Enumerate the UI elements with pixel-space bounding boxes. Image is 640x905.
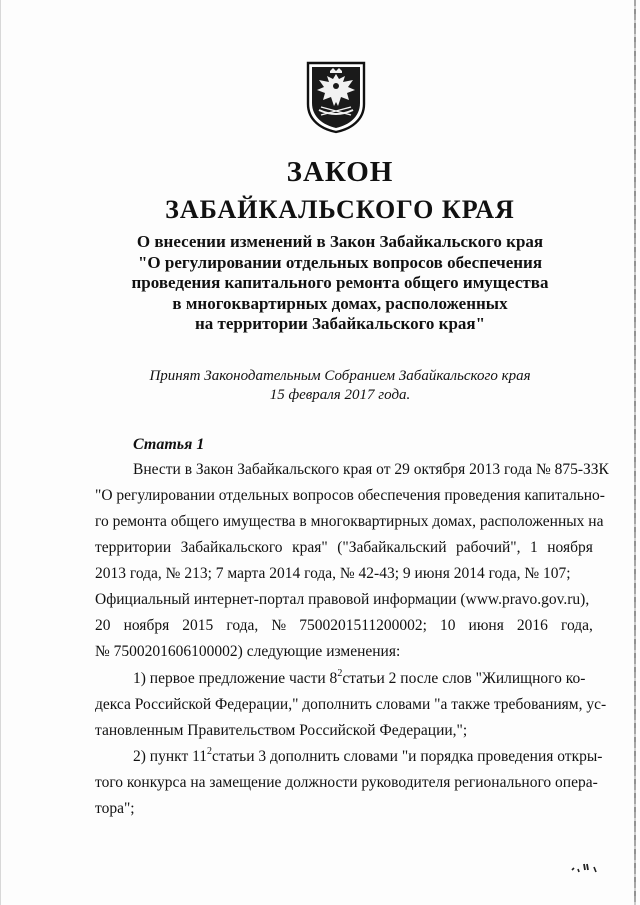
subtitle-line: на территории Забайкальского края" xyxy=(194,314,486,333)
scan-edge-right xyxy=(634,0,636,905)
text-fragment: 2) пункт $11^2статьи$ 3 дополнить словами "и порядка проведения откры- xyxy=(133,746,603,765)
subtitle-line: в многоквартирных домах, расположенных xyxy=(172,293,508,313)
text-line: территории Забайкальского края" ("Забайкальский рабочий", 1 ноября xyxy=(95,539,593,556)
law-region-title: ЗАБАЙКАЛЬСКОГО КРАЯ xyxy=(165,195,515,224)
article-paragraph xyxy=(95,457,609,665)
law-title: ЗАКОН xyxy=(286,156,394,188)
subtitle-line: проведения капитального ремонта общего имущества xyxy=(131,273,549,292)
text-line: 20 ноября 2015 года, № 7500201511200002; 10 июня 2016 года, xyxy=(95,617,593,634)
scan-edge-left xyxy=(0,0,1,905)
text-line xyxy=(95,666,593,692)
text-line xyxy=(95,744,603,770)
text-line: декса Российской Федерации," дополнить словами "а также требованиям, ус- xyxy=(95,696,607,713)
subtitle-line: О внесении изменений в Закон Забайкальского края xyxy=(136,232,544,251)
text-fragment: 1) первое предложение части $8^2статьи$ 2 после слов "Жилищного ко- xyxy=(133,668,586,687)
adoption-note xyxy=(120,367,560,405)
text-line: го ремонта общего имущества в многоквартирных домах, расположенных на xyxy=(95,513,604,530)
text-line: 2013 года, № 213; 7 марта 2014 года, № 42-43; 9 июня 2014 года, № 107; xyxy=(95,565,571,582)
text-line: "О регулировании отдельных вопросов обеспечения проведения капитально- xyxy=(95,487,605,504)
amendment-item-1 xyxy=(95,666,607,744)
text-line: того конкурса на замещение должности руководителя регионального опера- xyxy=(95,774,598,791)
coat-of-arms-icon xyxy=(305,60,367,134)
handwritten-mark xyxy=(570,858,600,878)
text-line: тора"; xyxy=(95,800,135,817)
law-subtitle xyxy=(120,232,560,335)
amendment-item-2 xyxy=(95,744,603,822)
article-heading: Статья 1 xyxy=(133,436,205,453)
text-line: № 7500201606100002) следующие изменения: xyxy=(95,643,401,660)
text-line: тановленным Правительством Российской Федерации,"; xyxy=(95,722,468,739)
text-line: Внести в Закон Забайкальского края от 29 октября 2013 года № 875-ЗЗК xyxy=(133,461,609,478)
adoption-date: 15 февраля 2017 года. xyxy=(269,387,411,403)
adoption-line: Принят Законодательным Собранием Забайкальского края xyxy=(149,368,531,384)
subtitle-line: "О регулировании отдельных вопросов обеспечения xyxy=(137,252,543,272)
text-line: Официальный интернет-портал правовой информации (www.pravo.gov.ru), xyxy=(95,591,590,608)
